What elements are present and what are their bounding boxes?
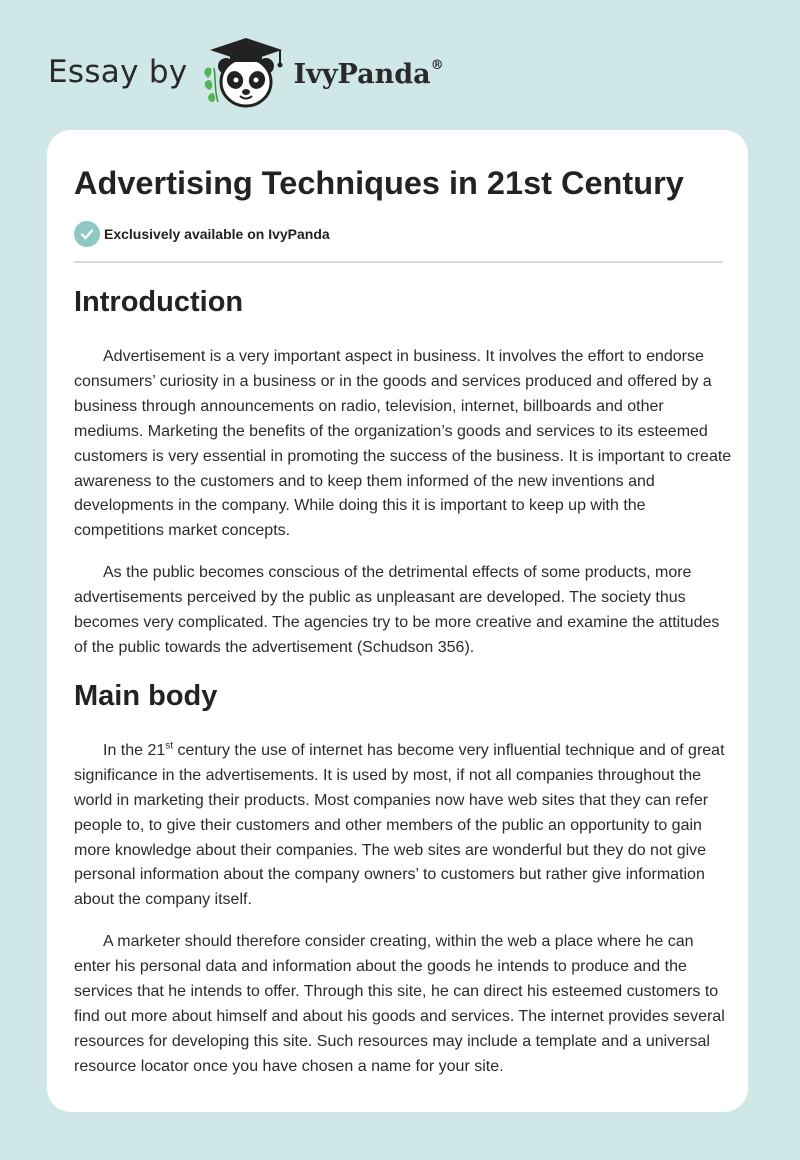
essay-card (47, 130, 748, 1112)
divider (74, 261, 723, 263)
exclusive-badge (74, 221, 330, 247)
essay-by-label: Essay by (48, 54, 188, 90)
ivypanda-logo-icon[interactable] (200, 34, 290, 110)
brand-text: IvyPanda (293, 58, 431, 90)
check-icon (74, 221, 100, 247)
registered-mark: ® (430, 57, 444, 73)
paragraph: Advertisement is a very important aspect in business. It involves the effort to endorse consumers’ curiosity in a business or in the goods and services produced and offered by a business through announcements on radio, television, internet, billboards and other mediums. Marketing the benefits of the organization’s goods and services to its esteemed customers is very essential in promoting the success of the business. It is important to create awareness to the customers and to keep them informed of the new inventions and developments in the company. While doing this it is important to keep up with the competitions market concepts. (74, 348, 732, 540)
paragraph-rest: century the use of internet has become very influential technique and of great significance in the advertisements. It is used by most, if not all companies throughout the world in marketing their products. Most companies now have web sites that they can refer people to, to give their customers and other members of the public an opportunity to gain more knowledge about their companies. The web sites are wonderful but they do not give personal information about the company owners’ to customers but rather give information about the company itself. (74, 741, 725, 909)
essay-body (74, 280, 734, 1080)
checkmark-icon (80, 227, 94, 241)
badge-text: Exclusively available on IvyPanda (104, 226, 330, 242)
paragraph-lead: In the 21 (103, 741, 166, 759)
heading-introduction: Introduction (74, 286, 244, 318)
brand-name (294, 59, 444, 90)
paragraph: As the public becomes conscious of the detrimental effects of some products, more advertisements perceived by the public as unpleasant are developed. The society thus becomes very complicated. The agencies try to be more creative and examine the attitudes of the public towards the advertisement (Schudson 356). (74, 564, 720, 656)
paragraph: A marketer should therefore consider creating, within the web a place where he can enter his personal data and information about the goods he intends to produce and the services that he intends to offer. Through this site, he can direct his esteemed customers to find out more about himself and about his goods and services. The internet provides several resources for developing this site. Such resources may include a template and a universal resource locator once you have chosen a name for your site. (74, 933, 725, 1075)
site-header (48, 34, 444, 110)
heading-main-body: Main body (74, 679, 218, 712)
paragraph (74, 739, 734, 913)
essay-title: Advertising Techniques in 21st Century (74, 165, 684, 201)
superscript: st (165, 740, 174, 752)
